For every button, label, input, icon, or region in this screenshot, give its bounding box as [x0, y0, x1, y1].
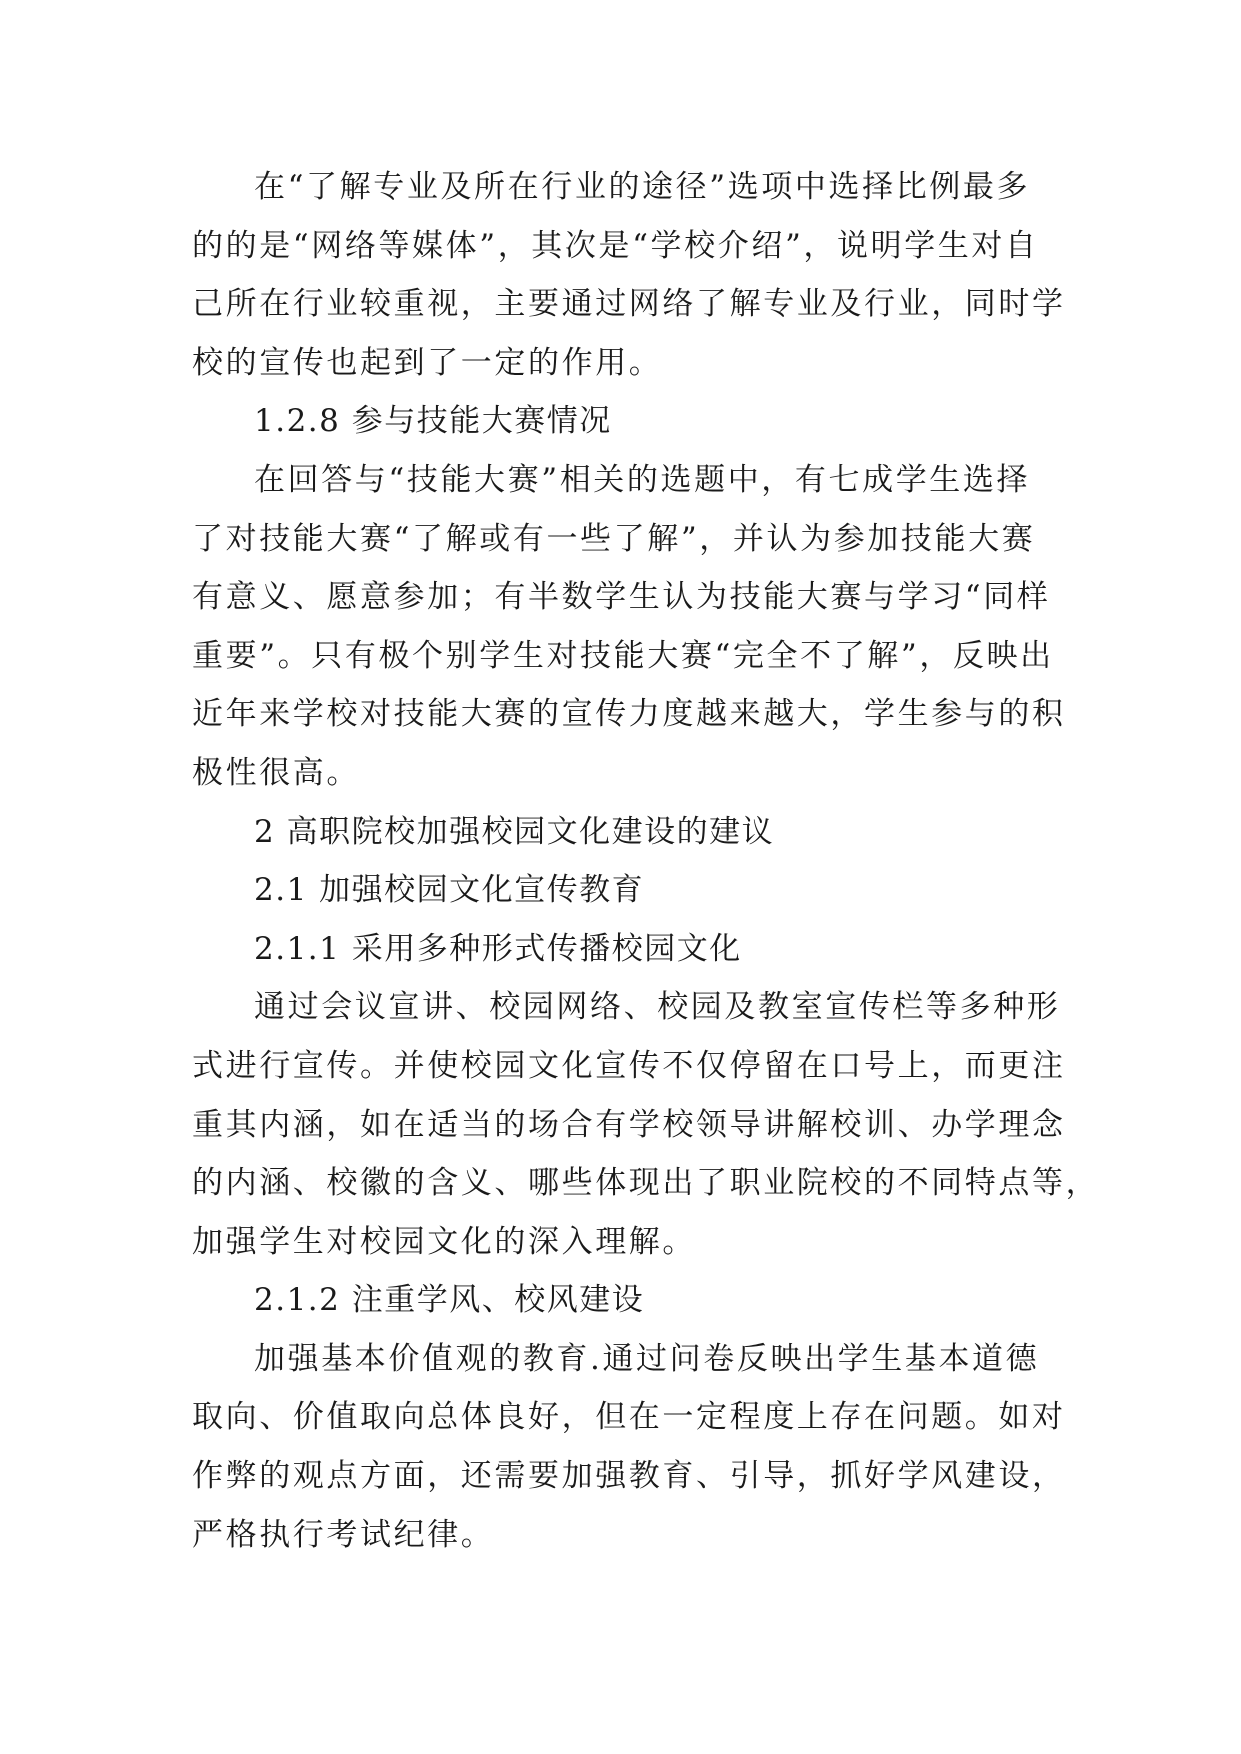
paragraph-line: 通过会议宣讲、校园网络、校园及教室宣传栏等多种形 [254, 989, 1061, 1026]
paragraph-line: 的的是“网络等媒体”，其次是“学校介绍”，说明学生对自 [192, 227, 1039, 264]
paragraph-line: 己所在行业较重视，主要通过网络了解专业及行业，同时学 [192, 286, 1066, 323]
section-heading: 2 高职院校加强校园文化建设的建议 [254, 813, 775, 850]
paragraph-line: 取向、价值取向总体良好，但在一定程度上存在问题。如对 [192, 1399, 1066, 1436]
paragraph-line: 近年来学校对技能大赛的宣传力度越来越大，学生参与的积 [192, 696, 1066, 733]
section-heading: 2.1.1 采用多种形式传播校园文化 [254, 930, 742, 967]
paragraph-line: 作弊的观点方面，还需要加强教育、引导，抓好学风建设， [192, 1458, 1066, 1495]
paragraph-line: 的内涵、校徽的含义、哪些体现出了职业院校的不同特点等， [192, 1165, 1100, 1202]
section-heading: 2.1 加强校园文化宣传教育 [254, 872, 645, 909]
paragraph-line: 在回答与“技能大赛”相关的选题中，有七成学生选择 [254, 461, 1031, 498]
paragraph-line: 有意义、愿意参加；有半数学生认为技能大赛与学习“同样 [192, 579, 1051, 616]
paragraph-line: 式进行宣传。并使校园文化宣传不仅停留在口号上，而更注 [192, 1047, 1066, 1084]
paragraph-line: 重其内涵，如在适当的场合有学校领导讲解校训、办学理念 [192, 1106, 1066, 1143]
paragraph-line: 加强学生对校园文化的深入理解。 [192, 1223, 696, 1260]
paragraph-line: 重要”。只有极个别学生对技能大赛“完全不了解”，反映出 [192, 637, 1054, 674]
section-heading: 2.1.2 注重学风、校风建设 [254, 1282, 645, 1319]
paragraph-line: 严格执行考试纪律。 [192, 1516, 495, 1553]
paragraph-line: 校的宣传也起到了一定的作用。 [192, 344, 663, 381]
paragraph-line: 了对技能大赛“了解或有一些了解”，并认为参加技能大赛 [192, 520, 1036, 557]
paragraph-line: 在“了解专业及所在行业的途径”选项中选择比例最多 [254, 169, 1031, 205]
paragraph-line: 极性很高。 [192, 754, 360, 791]
section-heading: 1.2.8 参与技能大赛情况 [254, 403, 612, 440]
paragraph-line: 加强基本价值观的教育.通过问卷反映出学生基本道德 [254, 1340, 1040, 1377]
document-page [192, 158, 1100, 1564]
